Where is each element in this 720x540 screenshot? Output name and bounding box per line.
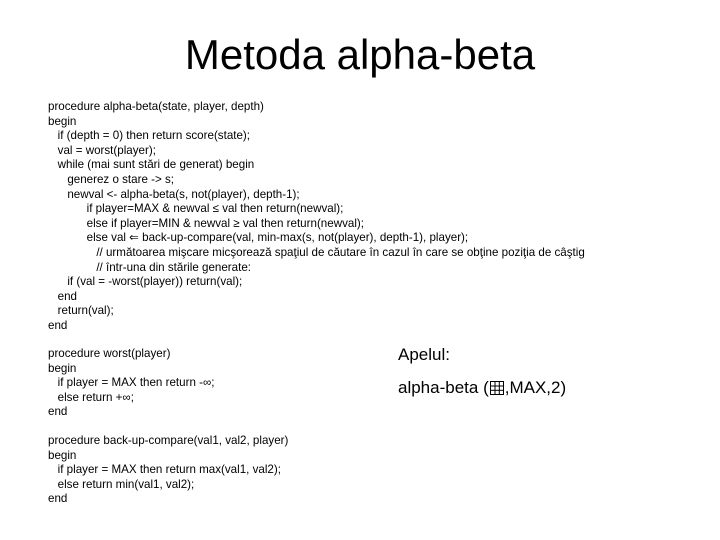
code-line: newval <- alpha-beta(s, not(player), depth-1); <box>48 187 300 201</box>
call-label: Apelul: <box>398 345 450 364</box>
code-line: end <box>48 318 68 332</box>
code-line: else if player=MIN & newval ≥ val then return(newval); <box>48 216 364 230</box>
tic-tac-toe-board-icon <box>490 380 504 394</box>
code-line: end <box>48 405 68 419</box>
code-line: while (mai sunt stări de generat) begin <box>48 158 255 172</box>
code-line: return(val); <box>48 304 114 318</box>
call-suffix: ,MAX,2) <box>504 378 567 397</box>
code-line: if player = MAX then return -∞; <box>48 376 215 390</box>
code-line: if (val = -worst(player)) return(val); <box>48 275 243 289</box>
code-line: if player = MAX then return max(val1, val2); <box>48 463 281 477</box>
code-line: procedure alpha-beta(state, player, depth) <box>48 100 264 113</box>
code-line: // într-una din stările generate: <box>48 260 251 274</box>
call-expression <box>398 378 566 398</box>
code-line: else val ⇐ back-up-compare(val, min-max(s, not(player), depth-1), player); <box>48 231 469 245</box>
call-prefix: alpha-beta ( <box>398 378 489 397</box>
code-line: if (depth = 0) then return score(state); <box>48 129 251 143</box>
code-line: end <box>48 492 68 506</box>
code-line: begin <box>48 448 77 462</box>
code-line: begin <box>48 114 77 128</box>
code-line: generez o stare -> s; <box>48 172 174 186</box>
alpha-beta-procedure-code <box>48 100 585 334</box>
back-up-compare-procedure-code <box>48 434 288 507</box>
code-line: procedure back-up-compare(val1, val2, player) <box>48 434 289 447</box>
code-line: else return min(val1, val2); <box>48 477 195 491</box>
worst-procedure-code <box>48 347 214 420</box>
code-line: begin <box>48 361 77 375</box>
code-line: procedure worst(player) <box>48 347 171 360</box>
code-line: end <box>48 289 78 303</box>
page-title: Metoda alpha-beta <box>184 31 536 78</box>
code-line: if player=MAX & newval ≤ val then return(newval); <box>48 202 344 216</box>
code-line: val = worst(player); <box>48 143 156 157</box>
code-line: // următoarea mişcare micşorează spaţiul de căutare în cazul în care se obţine poziţia de câştig <box>48 245 585 259</box>
code-line: else return +∞; <box>48 390 134 404</box>
